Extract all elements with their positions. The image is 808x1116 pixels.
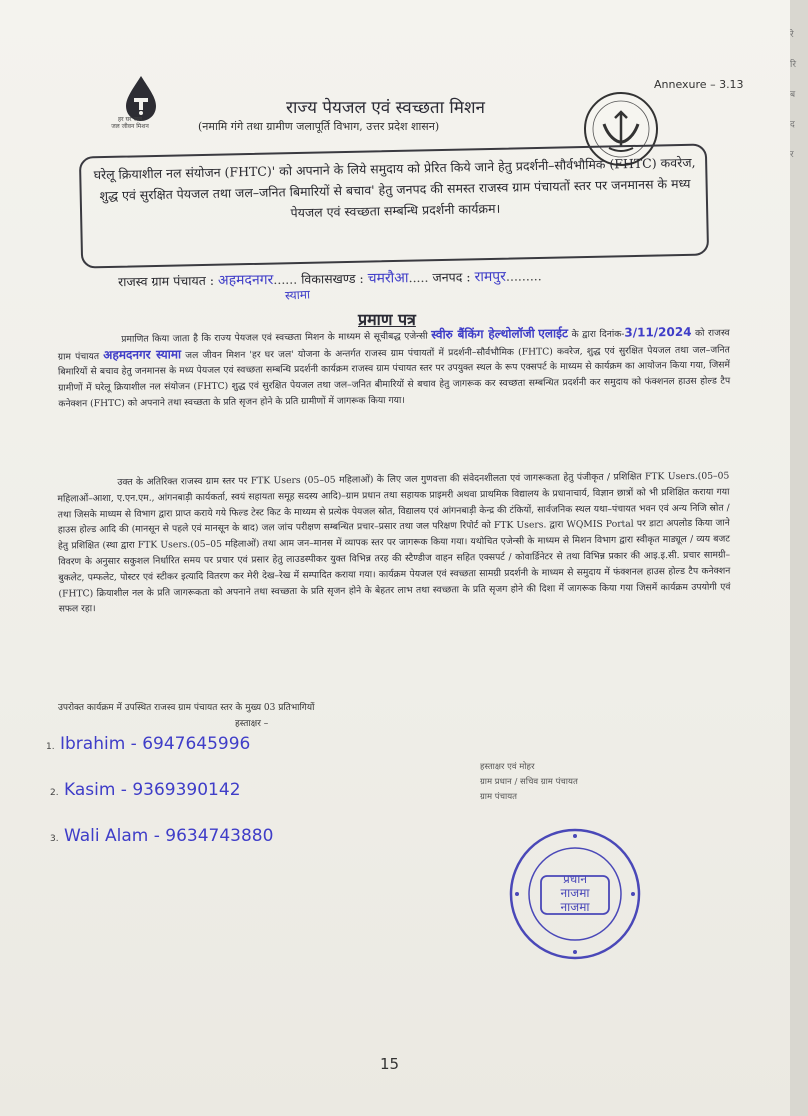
margin-marks: रे रि ब द र — [790, 30, 797, 160]
witness-number: 1. — [46, 742, 55, 752]
witness-signature: Ibrahim - 6947645996 — [60, 734, 251, 754]
sig-line-2: ग्राम प्रधान / सचिव ग्राम पंचायत — [480, 777, 578, 787]
program-date: 3/11/2024 — [624, 324, 692, 340]
witness-signature: Wali Alam - 9634743880 — [64, 826, 274, 846]
annexure-label: Annexure – 3.13 — [654, 78, 744, 91]
sig-line-3: ग्राम पंचायत — [480, 792, 517, 802]
certificate-paragraph-2 — [57, 468, 730, 617]
district-label: जनपद : — [432, 269, 471, 285]
witness-3 — [50, 826, 273, 846]
seal-text: प्रधान नाजमा नाजमा — [560, 872, 590, 914]
witness-signature: Kasim - 9369390142 — [64, 780, 241, 800]
block-label: विकासखण्ड : — [301, 270, 364, 287]
page-number: 15 — [380, 1055, 400, 1073]
block-value: चमरौआ — [367, 270, 409, 287]
signature-block — [480, 760, 578, 805]
date-prefix: के द्वारा दिनांक- — [571, 328, 625, 341]
para1-rest2: जल जीवन मिशन 'हर घर जल' योजना के अन्तर्गत राजस्व ग्राम पंचायतों में प्रदर्शनी–सौर्वभौमिक (FHTC) कवरेज, शुद्ध एवं सुरक्षित पेयजल तथा जल–जनित बिमारियों से बचाव हेतु जनमानस के मध्य पेयजल एवं स्वच्छता सम्बन्धि प्रदर्शनी कार्यक्रम राजस्व ग्राम पंचायत स्तर पर उपयुक्त स्थल के रूप एक्सपर्ट के माध्यम से कार्यक्रम का आयोजन किया गया, जिसमें ग्रामीणों में घरेलू क्रियाशील नल संयोजन (FHTC) शुद्ध एवं सुरक्षित पेयजल तथा जल–जनित बीमारियों से बचाव हेतु जागरूक कर स्वच्छता सम्बन्धित प्रदर्शनी कर समुदाय को फंक्शनल हाउस होल्ड टैप कनेक्शन (FHTC) को अपनाने तथा स्वच्छता के प्रति सृजन होने के प्रति ग्रामीणों में जागरूक किया गया। — [57, 344, 731, 410]
signature-label: हस्ताक्षर – — [235, 719, 269, 729]
page-title: राज्य पेयजल एवं स्वच्छता मिशन — [286, 98, 485, 118]
logo-caption: हर घर जल जल जीवन मिशन — [111, 116, 149, 130]
gp-value: अहमदनगर — [217, 272, 274, 289]
para1-lead: प्रमाणित किया जाता है कि राज्य पेयजल एवं स्वच्छता मिशन के माध्यम से सूचीबद्ध एजेन्सी — [121, 330, 428, 345]
gp-label: राजस्व ग्राम पंचायत : — [117, 272, 215, 290]
witness-2 — [50, 780, 241, 800]
agency-name: स्वीरु बैंकिंग हेल्थोलॉजी — [431, 326, 535, 342]
witness-number: 3. — [50, 834, 59, 844]
district-value: रामपुर — [474, 268, 507, 286]
agency-name-2: एलाईट — [538, 326, 569, 341]
village-name: अहमदनगर स्यामा — [103, 346, 182, 362]
participants-line: उपरोक्त कार्यक्रम में उपस्थित राजस्व ग्राम पंचायत स्तर के मुख्य 03 प्रतिभागियों — [58, 703, 315, 713]
sig-line-1: हस्ताक्षर एवं मोहर — [480, 762, 535, 772]
page-subtitle: (नमामि गंगे तथा ग्रामीण जलापूर्ति विभाग, उत्तर प्रदेश शासन) — [198, 120, 440, 133]
panchayat-line: राजस्व ग्राम पंचायत : अहमदनगर...... विकासखण्ड : चमरौआ..... जनपद : रामपुर......... — [117, 268, 542, 290]
witness-number: 2. — [50, 788, 59, 798]
certificate-title: प्रमाण पत्र — [358, 310, 416, 329]
gp-value-continued: स्यामा — [284, 287, 311, 303]
certificate-paragraph-1 — [58, 324, 731, 412]
witness-1 — [46, 734, 250, 754]
boxed-program-title: घरेलू क्रियाशील नल संयोजन (FHTC)' को अपनाने के लिये समुदाय को प्रेरित किये जाने हेतु प्रदर्शनी–सौर्वभौमिक (FHTC) कवरेज, शुद्ध एवं सुरक्षित पेयजल तथा जल–जनित बिमारियों से बचाव' हेतु जनपद की समस्त राजस्व ग्राम पंचायतों स्तर पर जनमानस के मध्य पेयजल एवं स्वच्छता सम्बन्धि प्रदर्शनी कार्यक्रम। — [93, 154, 696, 221]
para1-rest1: को राजस्व ग्राम पंचायत — [57, 327, 730, 363]
para2-text: उक्त के अतिरिक्त राजस्व ग्राम स्तर पर FTK Users (05–05 महिलाओं) के लिए जल गुणवत्ता की संवेदनशीलता एवं जागरूकता हेतु पंजीकृत / प्रशिक्षित FTK Users.(05–05 महिलाओं–आशा, ए.एन.एम., आंगनबाड़ी कार्यकर्ता, स्वयं सहायता समूह सदस्य आदि)–ग्राम प्रधान तथा सहायक प्राइमरी अथवा प्राथमिक विद्यालय के प्रधानाचार्य, विज्ञान छात्रों को भी प्रशिक्षित कराया गया तथा जिसके माध्यम से विभाग द्वारा प्राप्त कराये गये फिल्ड टेस्ट किट के माध्यम से प्रत्येक पेयजल स्रोत, विद्यालय एवं आंगनबाड़ी केन्द्र की टंकियों, सार्वजनिक स्थल यथा–पंचायत भवन एवं अन्य निजि स्रोत / हाउस होल्ड आदि की (मानसून से पहले एवं मानसून के बाद) जल जांच परीक्षण सम्बन्धित प्रचार–प्रसार तथा जल परिक्षण रिपोर्ट को FTK Users. द्वारा WQMIS Portal पर डाटा अपलोड किया जाने हेतु प्रशिक्षित (स्था द्वारा FTK Users.(05–05 महिलाओं) तथा आम जन–मानस में व्यापक स्तर पर जागरूक किया गया। यथोचित एजेन्सी के माध्यम से मिशन विभाग द्वारा स्वीकृत माड्यूल / व्यय बजट विवरण के अनुसार सकुशल निर्धारित समय पर प्रचार एवं प्रसार हेतु लाउडस्पीकर युक्त विभिन्न तरह की स्टैण्डीज वाहन सहित एक्सपर्ट / कोवार्डिनेटर से तथा विभिन्न प्रकार की आइ.इ.सी. प्रचार सामग्री–बुकलेट, पम्फलेट, पोस्टर एवं स्टीकर इत्यादि वितरण कर मेरी देख–रेख में सम्पादित कराया गया। कार्यक्रम पेयजल एवं स्वच्छता सामग्री प्रदर्शनी के माध्यम से समुदाय में फंक्शनल हाउस होल्ड टैप कनेक्शन (FHTC) क्रियाशील नल के प्रति जागरूकता को अपनाने तथा स्वच्छता के प्रति सृजन होने के बेहतर लाभ तथा स्वच्छता के प्रति सृजग होने की दिशा में जागरूक किया गया जिसमें कार्यक्रम उपयोगी एवं सफल रहा। — [57, 470, 731, 615]
